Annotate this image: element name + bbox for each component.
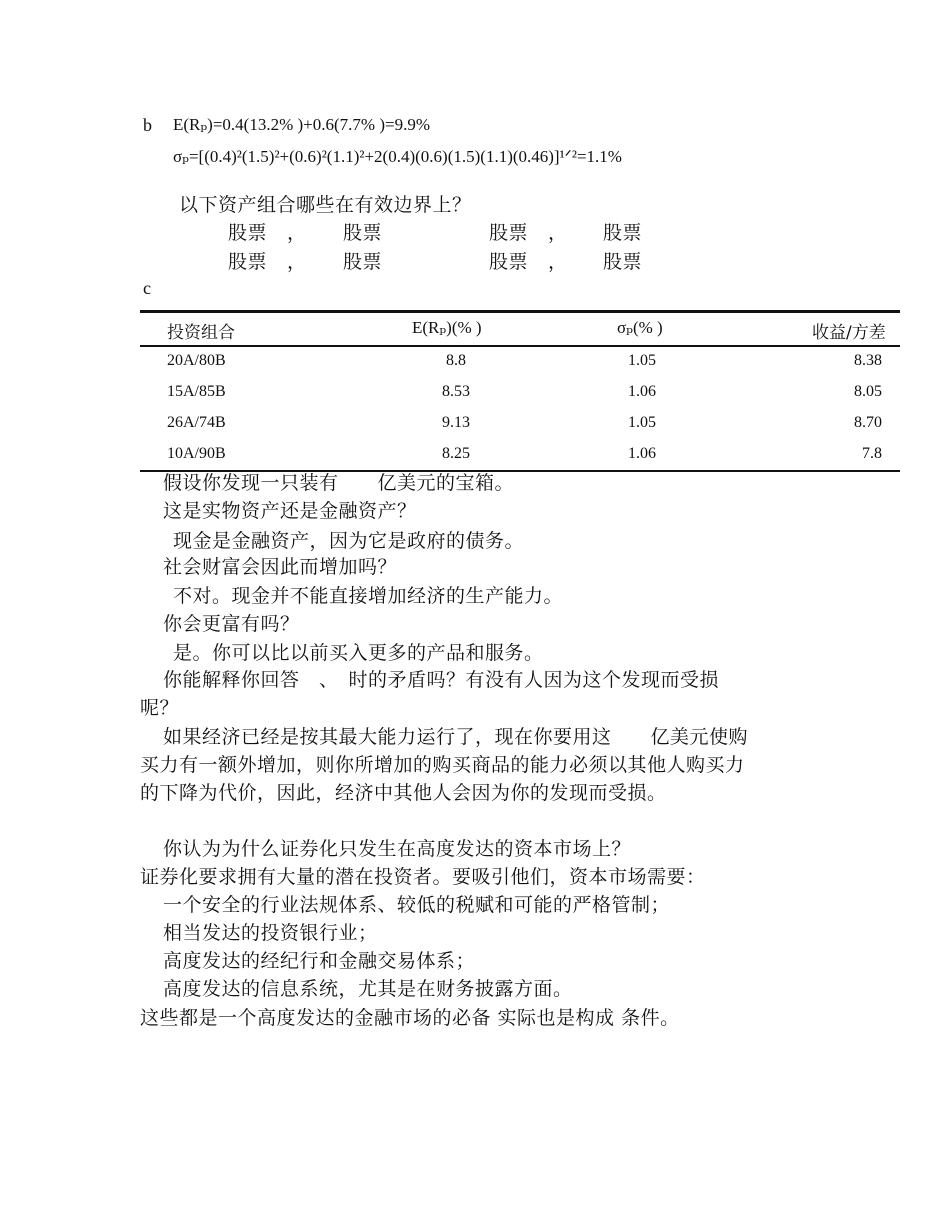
cell-return-variance: 8.70 — [854, 414, 882, 431]
text-line: 高度发达的信息系统，尤其是在财务披露方面。 — [163, 978, 573, 1000]
header-portfolio: 投资组合 — [167, 323, 235, 343]
text-line: 不对。现金并不能直接增加经济的生产能力。 — [173, 585, 564, 607]
cell-portfolio: 15A/85B — [167, 383, 226, 400]
text-line: 证券化要求拥有大量的潜在投资者。要吸引他们，资本市场需要： — [140, 866, 706, 888]
text-line: 这是实物资产还是金融资产？ — [163, 500, 417, 522]
cell-return-variance: 8.05 — [854, 383, 882, 400]
text-line: 现金是金融资产，因为它是政府的债务。 — [173, 530, 525, 552]
header-return-variance: 收益/方差 — [812, 323, 886, 343]
text-line: 的下降为代价，因此，经济中其他人会因为你的发现而受损。 — [140, 782, 667, 804]
text-line: 是。你可以比以前买入更多的产品和服务。 — [173, 642, 544, 664]
cell-expected-return: 8.25 — [442, 445, 470, 462]
cell-std-dev: 1.05 — [628, 352, 656, 369]
cell-expected-return: 8.8 — [446, 352, 466, 369]
efficient-frontier-question: 以下资产组合哪些在有效边界上？ — [179, 194, 472, 216]
part-b-label: b — [143, 115, 152, 135]
stock-label: 股票 — [228, 222, 268, 244]
text-line: 你认为为什么证券化只发生在高度发达的资本市场上？ — [163, 838, 632, 860]
text-line: 你会更富有吗？ — [163, 613, 300, 635]
header-std-dev: σₚ(% ) — [617, 318, 663, 337]
part-c-label: c — [143, 278, 151, 298]
cell-return-variance: 8.38 — [854, 352, 882, 369]
cell-expected-return: 8.53 — [442, 383, 470, 400]
text-line: 买力有一额外增加，则你所增加的购买商品的能力必须以其他人购买力 — [140, 754, 745, 776]
cell-portfolio: 20A/80B — [167, 352, 226, 369]
comma: ， — [548, 251, 568, 273]
text-line: 这些都是一个高度发达的金融市场的必备 实际也是构成 条件。 — [140, 1007, 680, 1029]
cell-std-dev: 1.06 — [628, 445, 656, 462]
stock-label: 股票 — [343, 222, 383, 244]
cell-portfolio: 10A/90B — [167, 445, 226, 462]
stock-label: 股票 — [489, 251, 529, 273]
comma: ， — [287, 251, 307, 273]
text-line: 一个安全的行业法规体系、较低的税赋和可能的严格管制； — [163, 894, 671, 916]
cell-std-dev: 1.06 — [628, 383, 656, 400]
stock-label: 股票 — [343, 251, 383, 273]
text-line: 如果经济已经是按其最大能力运行了，现在你要用这 亿美元使购 — [163, 726, 749, 748]
text-line: 相当发达的投资银行业； — [163, 922, 378, 944]
cell-expected-return: 9.13 — [442, 414, 470, 431]
cell-portfolio: 26A/74B — [167, 414, 226, 431]
table-top-rule — [140, 310, 900, 313]
text-line: 高度发达的经纪行和金融交易体系； — [163, 950, 476, 972]
text-line: 呢？ — [140, 697, 180, 719]
comma: ， — [548, 222, 568, 244]
text-line: 假设你发现一只装有 亿美元的宝箱。 — [163, 472, 515, 494]
stock-label: 股票 — [603, 251, 643, 273]
cell-std-dev: 1.05 — [628, 414, 656, 431]
text-line: 社会财富会因此而增加吗？ — [163, 556, 398, 578]
header-expected-return: E(Rₚ)(% ) — [412, 318, 482, 337]
stock-label: 股票 — [489, 222, 529, 244]
cell-return-variance: 7.8 — [862, 445, 882, 462]
table-header-rule — [140, 345, 900, 347]
expected-return-formula: E(Rₚ)=0.4(13.2% )+0.6(7.7% )=9.9% — [173, 115, 430, 134]
stock-label: 股票 — [603, 222, 643, 244]
std-dev-formula: σₚ=[(0.4)²(1.5)²+(0.6)²(1.1)²+2(0.4)(0.6)(1.5)(1.1)(0.46)]¹ᐟ²=1.1% — [173, 147, 622, 166]
stock-label: 股票 — [228, 251, 268, 273]
text-line: 你能解释你回答 、 时的矛盾吗？有没有人因为这个发现而受损 — [163, 669, 720, 691]
comma: ， — [287, 222, 307, 244]
